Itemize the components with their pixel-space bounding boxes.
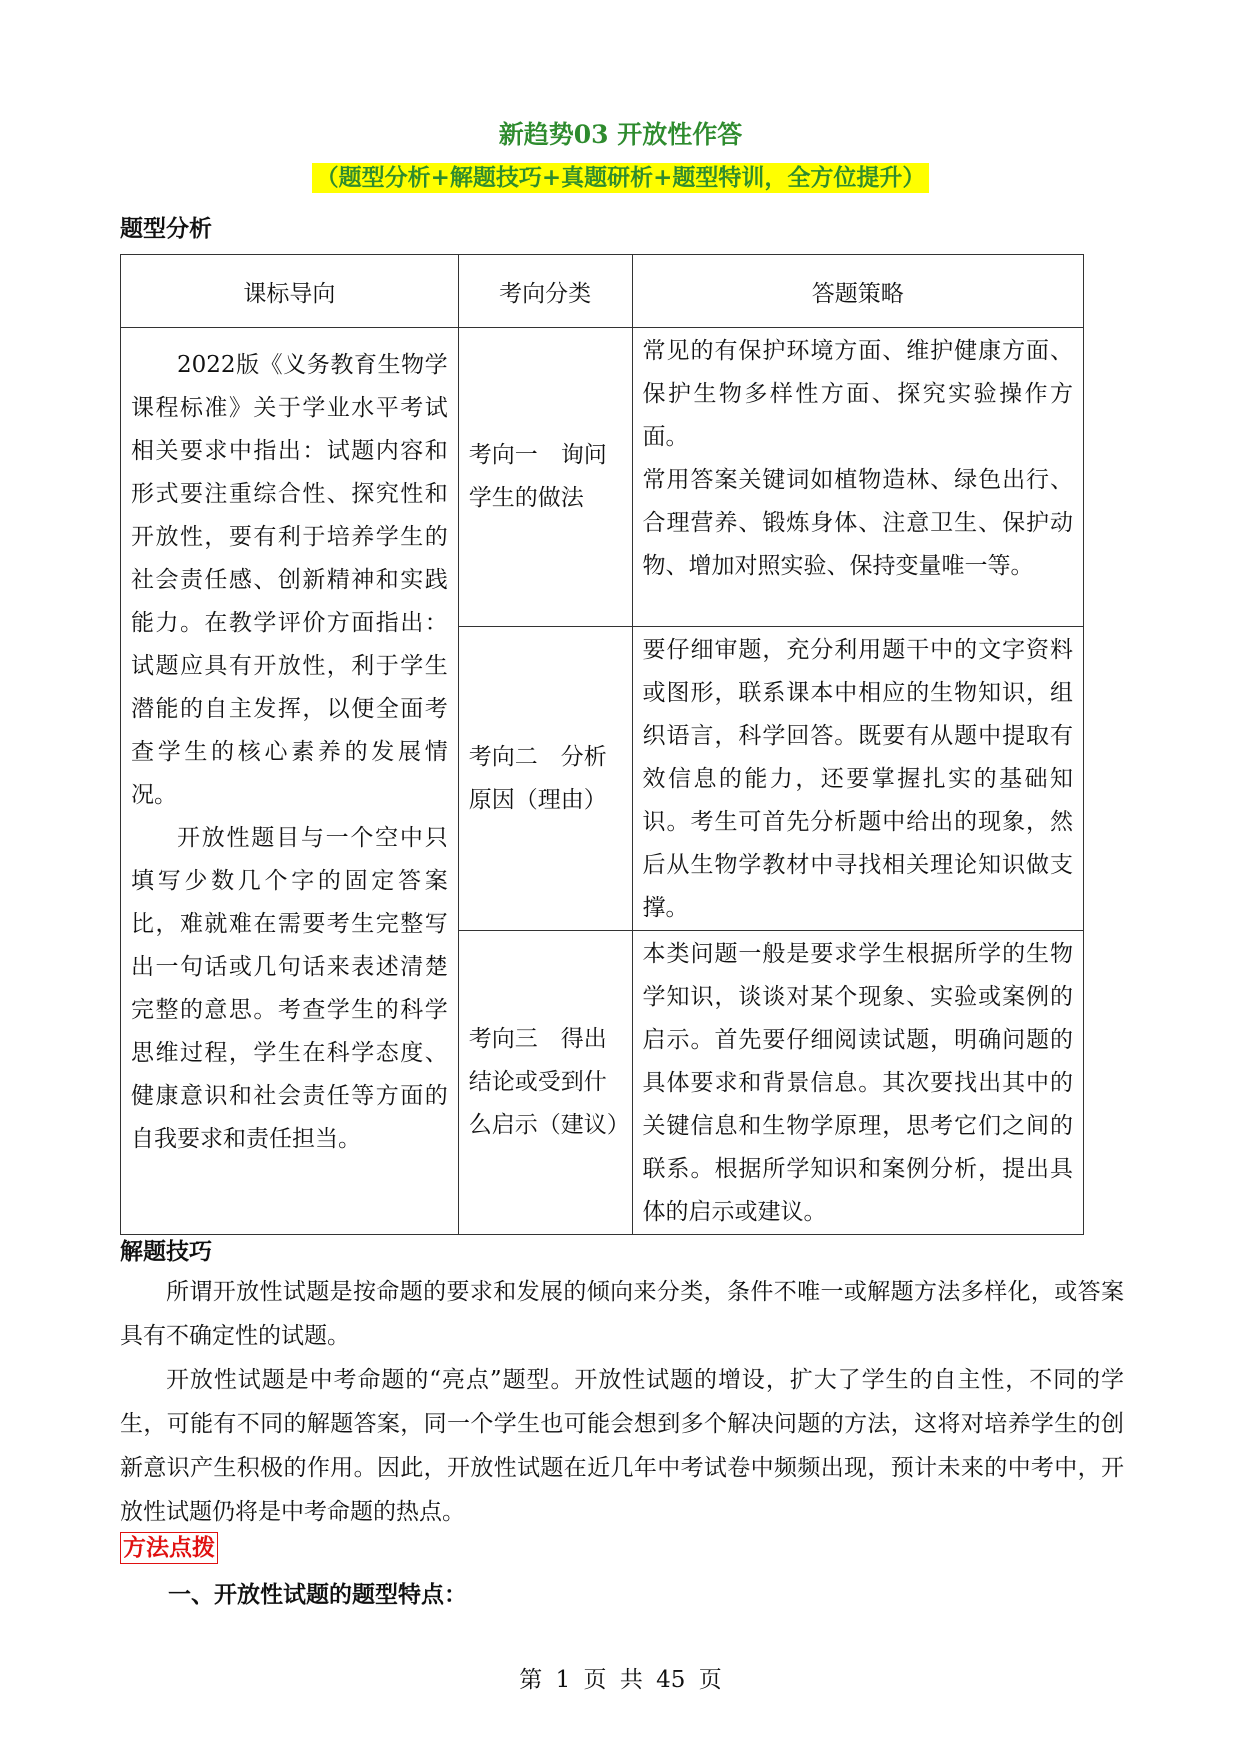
section-heading-analysis: 题型分析 bbox=[120, 215, 212, 242]
direction-label: 考向一 询问学生的做法 bbox=[468, 442, 607, 511]
section-one-heading: 一、开放性试题的题型特点： bbox=[168, 1581, 467, 1608]
guidance-paragraph: 开放性题目与一个空中只填写少数几个字的固定答案比，难就难在需要考生完整写出一句话或几句话来表述清楚完整的意思。考查学生的科学思维过程，学生在科学态度、健康意识和社会责任等方面的自我要求和责任担当。 bbox=[131, 825, 448, 1152]
strategy-paragraph: 常用答案关键词如植物造林、绿色出行、合理营养、锻炼身体、注意卫生、保护动物、增加对照实验、保持变量唯一等。 bbox=[642, 467, 1073, 579]
direction-cell bbox=[458, 627, 632, 931]
direction-cell bbox=[458, 931, 632, 1235]
strategy-paragraph: 常见的有保护环境方面、维护健康方面、保护生物多样性方面、探究实验操作方面。 bbox=[642, 338, 1073, 450]
method-label-box: 方法点拨 bbox=[120, 1532, 218, 1564]
direction-cell bbox=[458, 328, 632, 627]
strategy-cell bbox=[632, 627, 1083, 931]
strategy-paragraph: 本类问题一般是要求学生根据所学的生物学知识，谈谈对某个现象、实验或案例的启示。首先要仔细阅读试题，明确问题的具体要求和背景信息。其次要找出其中的关键信息和生物学原理，思考它们之间的联系。根据所学知识和案例分析，提出具体的启示或建议。 bbox=[642, 941, 1073, 1225]
header-direction: 考向分类 bbox=[458, 255, 632, 328]
subtitle-highlight: （题型分析+解题技巧+真题研析+题型特训，全方位提升） bbox=[312, 163, 930, 193]
strategy-paragraph: 要仔细审题，充分利用题干中的文字资料或图形，联系课本中相应的生物知识，组织语言，科学回答。既要有从题中提取有效信息的能力，还要掌握扎实的基础知识。考生可首先分析题中给出的现象，然后从生物学教材中寻找相关理论知识做支撑。 bbox=[642, 637, 1073, 921]
subtitle-wrap bbox=[0, 163, 1241, 193]
table-row bbox=[121, 328, 1084, 627]
header-strategy: 答题策略 bbox=[632, 255, 1083, 328]
guidance-paragraph: 2022版《义务教育生物学课程标准》关于学业水平考试相关要求中指出：试题内容和形式要注重综合性、探究性和开放性，要有利于培养学生的社会责任感、创新精神和实践能力。在教学评价方面指出：试题应具有开放性，利于学生潜能的自主发挥，以便全面考查学生的核心素养的发展情况。 bbox=[131, 352, 448, 808]
skills-paragraph: 开放性试题是中考命题的“亮点”题型。开放性试题的增设，扩大了学生的自主性，不同的学生，可能有不同的解题答案，同一个学生也可能会想到多个解决问题的方法，这将对培养学生的创新意识产生积极的作用。因此，开放性试题在近几年中考试卷中频频出现，预计未来的中考中，开放性试题仍将是中考命题的热点。 bbox=[120, 1367, 1124, 1525]
section-heading-skills: 解题技巧 bbox=[120, 1238, 212, 1265]
direction-label: 考向二 分析原因（理由） bbox=[468, 743, 607, 813]
header-guidance: 课标导向 bbox=[121, 255, 459, 328]
skills-paragraph: 所谓开放性试题是按命题的要求和发展的倾向来分类，条件不唯一或解题方法多样化，或答案具有不确定性的试题。 bbox=[120, 1279, 1124, 1349]
analysis-table bbox=[120, 254, 1084, 1235]
strategy-cell bbox=[632, 328, 1083, 627]
page-title: 新趋势03 开放性作答 bbox=[498, 120, 743, 149]
strategy-cell bbox=[632, 931, 1083, 1235]
page-footer: 第 1 页 共 45 页 bbox=[519, 1667, 722, 1693]
table-header-row bbox=[121, 255, 1084, 328]
direction-label: 考向三 得出结论或受到什么启示（建议） bbox=[468, 1026, 630, 1138]
guidance-cell bbox=[121, 328, 459, 1235]
